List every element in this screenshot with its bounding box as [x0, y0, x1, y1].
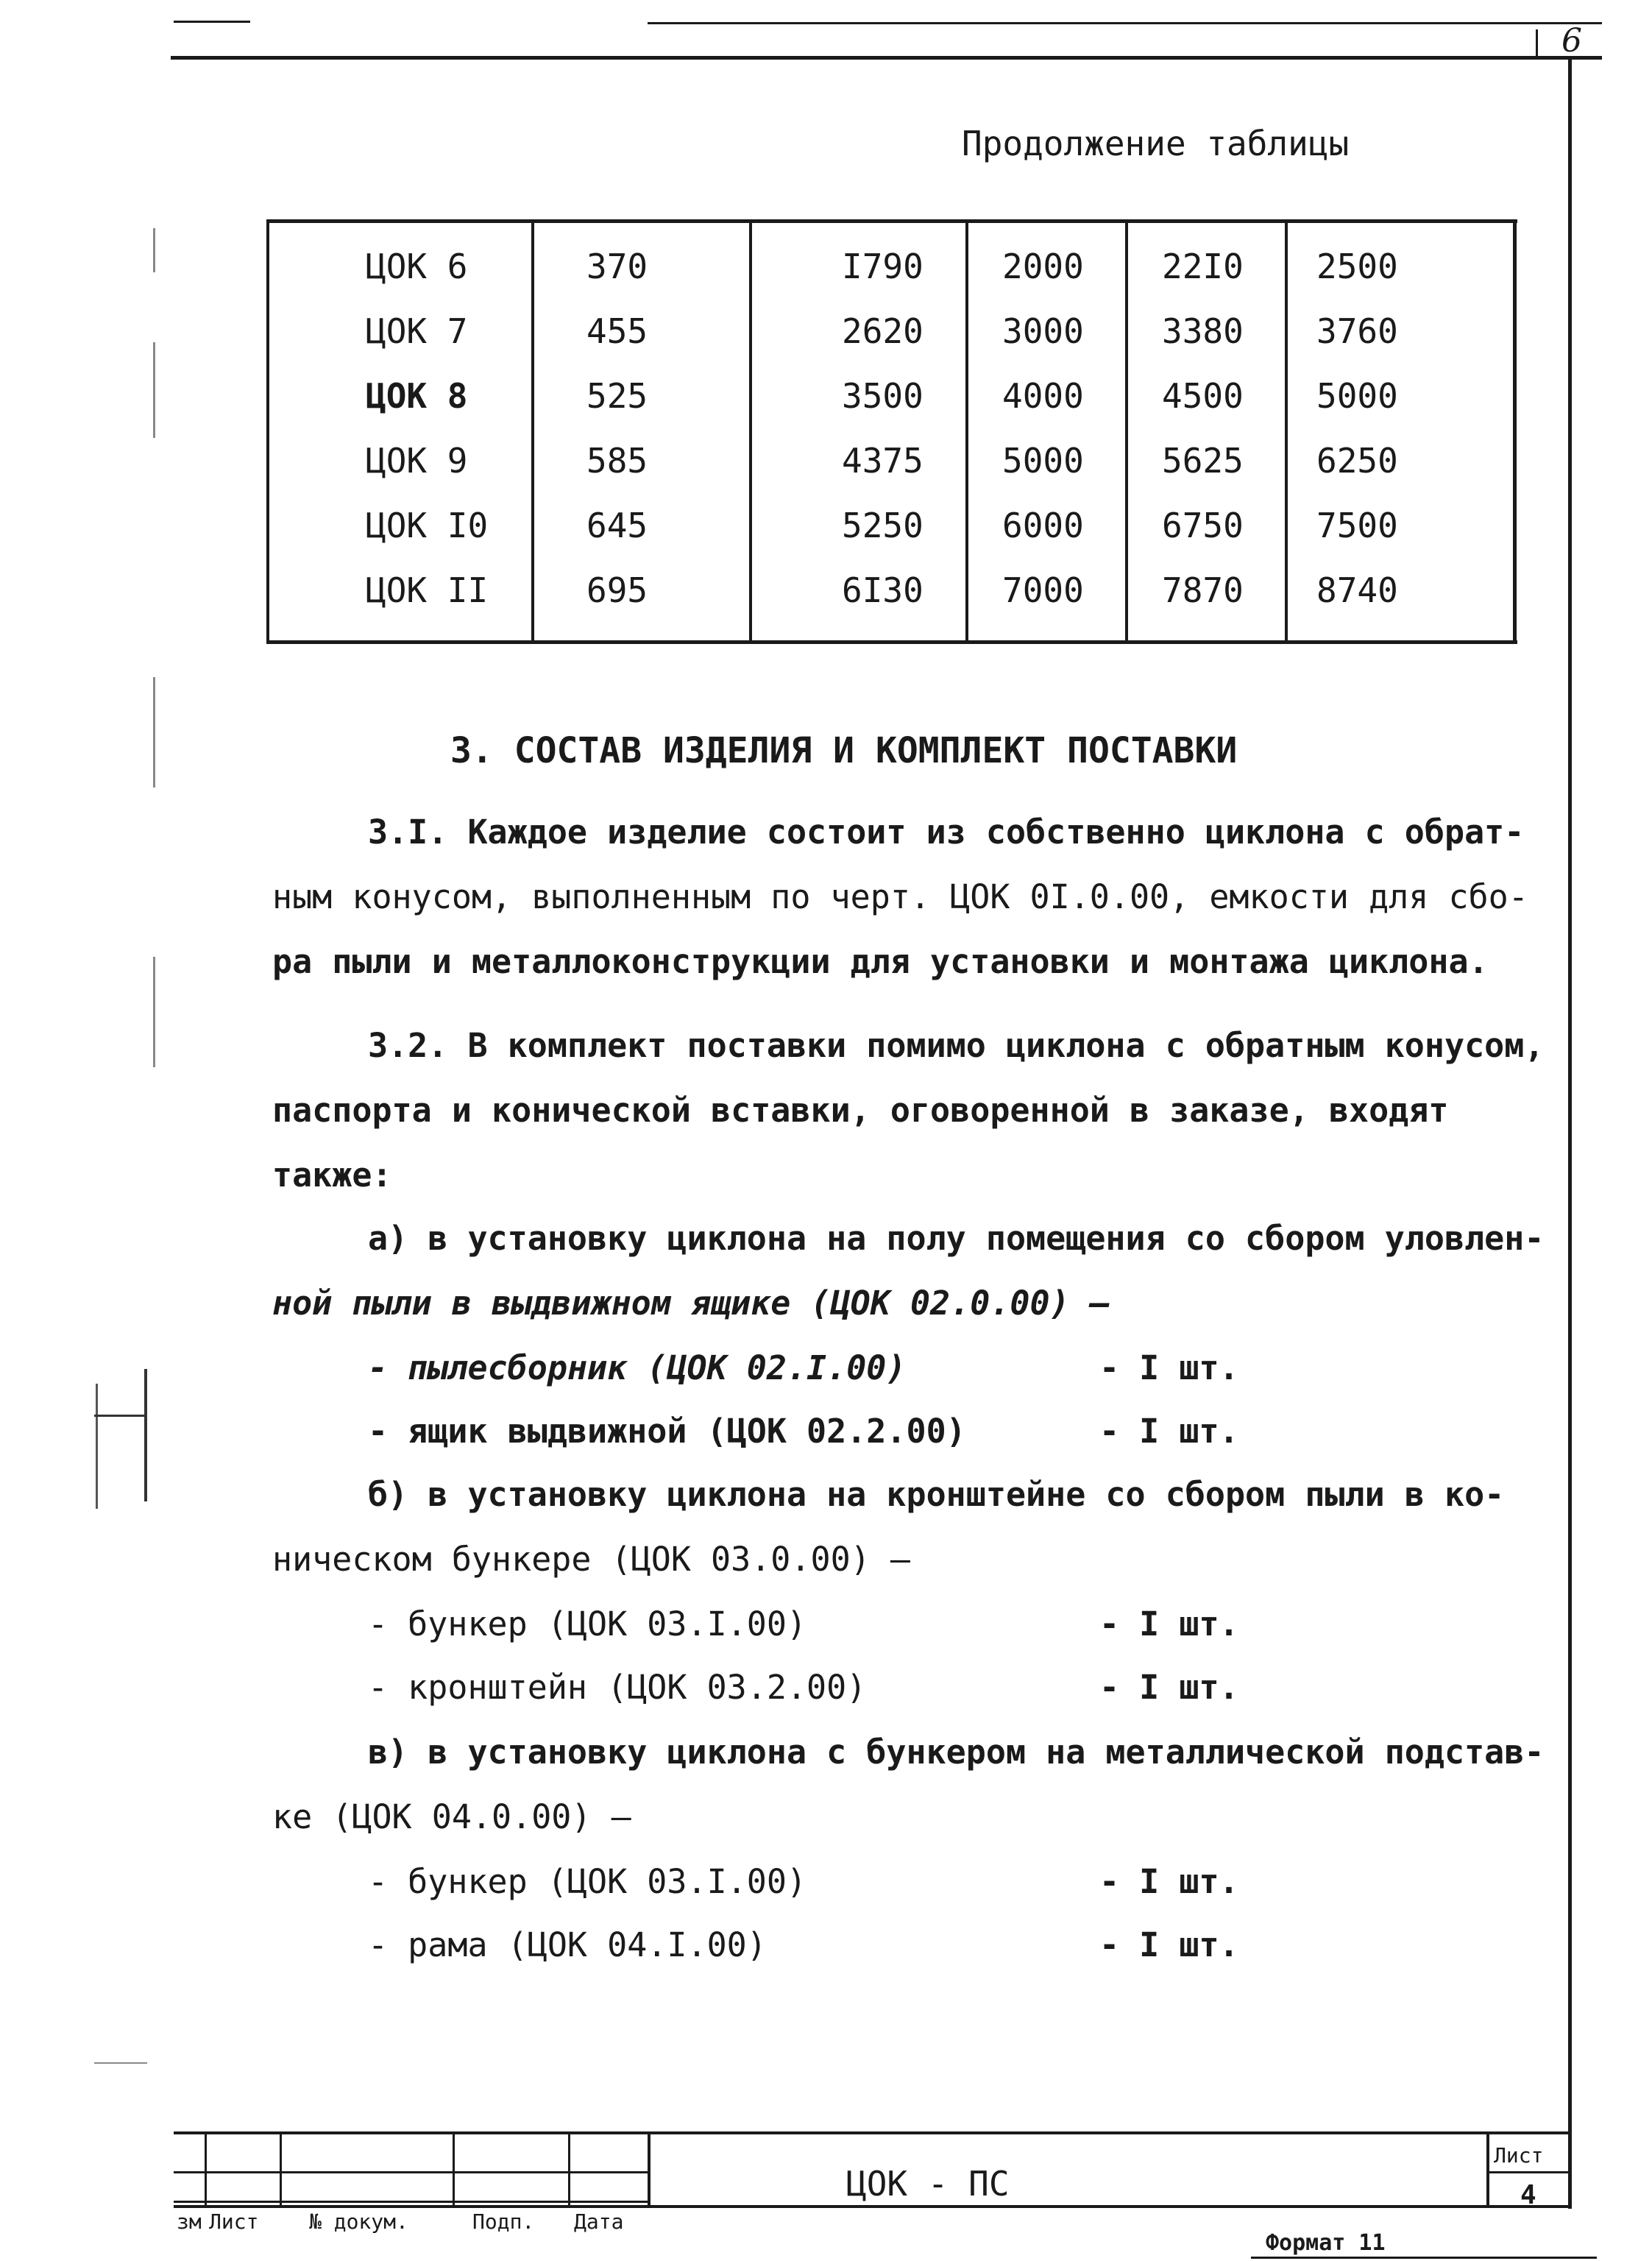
table-cell: 455 — [586, 311, 648, 351]
col-sign-label: Подп. — [472, 2209, 535, 2234]
title-block-divider — [280, 2131, 282, 2208]
table-cell: 585 — [586, 441, 648, 481]
title-block-top — [174, 2131, 1572, 2134]
item-b-part-qty: - I шт. — [1099, 1668, 1239, 1707]
item-b-line: ническом бункере (ЦОК 03.0.00) — — [272, 1540, 910, 1579]
left-margin-mark — [153, 957, 155, 1067]
title-block-row — [174, 2201, 648, 2203]
title-block-bottom — [174, 2205, 1572, 2208]
left-margin-mark — [153, 228, 155, 272]
table-row — [266, 558, 1517, 623]
item-a-part-qty: - I шт. — [1099, 1348, 1239, 1387]
table-cell: 6250 — [1316, 441, 1398, 481]
table-row — [266, 234, 1517, 299]
col-izm-label: зм — [177, 2209, 202, 2234]
format-underline — [1251, 2257, 1597, 2259]
item-a-line: ной пыли в выдвижном ящике (ЦОК 02.0.00) — — [272, 1284, 1110, 1323]
item-b-line: б) в установку циклона на кронштейне со сбором пыли в ко- — [368, 1475, 1505, 1514]
table-cell: 7870 — [1162, 570, 1244, 610]
item-a-part-qty: - I шт. — [1099, 1412, 1239, 1451]
format-label: Формат 11 — [1266, 2230, 1386, 2256]
table-cell: ЦОК II — [366, 570, 489, 610]
table-bottom-border — [266, 640, 1517, 644]
table-cell: ЦОК 7 — [366, 311, 468, 351]
table-row — [266, 299, 1517, 364]
table-cell: 3760 — [1316, 311, 1398, 351]
left-margin-mark — [153, 677, 155, 788]
table-cell: 8740 — [1316, 570, 1398, 610]
table-cell: I790 — [842, 247, 924, 286]
paragraph-3-1-line: ным конусом, выполненным по черт. ЦОК 0I.0.00, емкости для сбо- — [272, 877, 1528, 916]
item-c-line: ке (ЦОК 04.0.00) — — [272, 1797, 631, 1836]
title-block-divider — [453, 2131, 455, 2208]
table-cell: 3500 — [842, 376, 924, 416]
table-cell: 5625 — [1162, 441, 1244, 481]
table-cell: ЦОК 6 — [366, 247, 468, 286]
title-block-divider — [648, 2131, 650, 2208]
table-cell: 5250 — [842, 506, 924, 545]
table-cell: 4500 — [1162, 376, 1244, 416]
col-date-label: Дата — [574, 2209, 624, 2234]
table-row — [266, 493, 1517, 558]
item-a-part-name: - пылесборник (ЦОК 02.I.00) — [368, 1348, 907, 1387]
table-caption: Продолжение таблицы — [962, 124, 1350, 163]
title-block-divider — [1486, 2131, 1489, 2208]
table-cell: 2500 — [1316, 247, 1398, 286]
item-c-line: в) в установку циклона с бункером на металлической подстав- — [368, 1733, 1545, 1772]
item-c-part-name: - бункер (ЦОК 03.I.00) — [368, 1862, 807, 1901]
title-block-row — [174, 2171, 648, 2173]
col-doc-label: № докум. — [309, 2209, 408, 2234]
table-cell: 6750 — [1162, 506, 1244, 545]
table-cell: ЦОК 8 — [366, 376, 468, 416]
table-cell: 3380 — [1162, 311, 1244, 351]
top-left-stub — [174, 21, 250, 23]
item-b-part-qty: - I шт. — [1099, 1604, 1239, 1643]
item-c-part-qty: - I шт. — [1099, 1925, 1239, 1964]
top-border — [171, 56, 1602, 60]
left-margin-mark — [153, 342, 155, 438]
table-cell: 6I30 — [842, 570, 924, 610]
item-a-line: а) в установку циклона на полу помещения со сбором уловлен- — [368, 1219, 1545, 1258]
paragraph-3-1-line: ра пыли и металлоконструкции для установки и монтажа циклона. — [272, 942, 1489, 981]
paragraph-3-1-line: 3.I. Каждое изделие состоит из собственно циклона с обрат- — [368, 813, 1525, 852]
item-c-part-qty: - I шт. — [1099, 1862, 1239, 1901]
table-row — [266, 364, 1517, 428]
title-block-divider — [568, 2131, 570, 2208]
item-c-part-name: - рама (ЦОК 04.I.00) — [368, 1925, 767, 1964]
table-cell: 370 — [586, 247, 648, 286]
table-cell: 645 — [586, 506, 648, 545]
table-cell: 7500 — [1316, 506, 1398, 545]
table-cell: 6000 — [1002, 506, 1084, 545]
table-cell: 4375 — [842, 441, 924, 481]
table-cell: 5000 — [1316, 376, 1398, 416]
top-right-stub — [648, 22, 1602, 24]
item-b-part-name: - бункер (ЦОК 03.I.00) — [368, 1604, 807, 1643]
table-cell: 525 — [586, 376, 648, 416]
table-row — [266, 428, 1517, 493]
page-number-mark: 6 — [1561, 22, 1582, 60]
dimensions-table — [266, 219, 1517, 645]
table-cell: 4000 — [1002, 376, 1084, 416]
table-cell: 5000 — [1002, 441, 1084, 481]
document-designation: ЦОК - ПС — [846, 2164, 1010, 2204]
paragraph-3-2-line: также: — [272, 1156, 392, 1195]
table-top-border — [266, 219, 1517, 223]
table-cell: 695 — [586, 570, 648, 610]
section-title: 3. СОСТАВ ИЗДЕЛИЯ И КОМПЛЕКТ ПОСТАВКИ — [450, 730, 1238, 771]
left-margin-mark — [94, 2062, 147, 2064]
item-b-part-name: - кронштейн (ЦОК 03.2.00) — [368, 1668, 867, 1707]
sheet-label: Лист — [1494, 2143, 1544, 2168]
title-block-row — [1486, 2171, 1572, 2173]
left-margin-mark — [96, 1384, 98, 1509]
table-cell: 2620 — [842, 311, 924, 351]
table-cell: 22I0 — [1162, 247, 1244, 286]
table-cell: ЦОК 9 — [366, 441, 468, 481]
page-number-box-left — [1536, 29, 1538, 59]
paragraph-3-2-line: паспорта и конической вставки, оговоренной в заказе, входят — [272, 1091, 1449, 1130]
title-block-divider — [205, 2131, 207, 2208]
left-margin-mark — [94, 1415, 147, 1417]
left-margin-mark — [144, 1369, 147, 1501]
table-cell: 2000 — [1002, 247, 1084, 286]
right-border — [1568, 56, 1572, 2209]
paragraph-3-2-line: 3.2. В комплект поставки помимо циклона с обратным конусом, — [368, 1026, 1545, 1065]
table-cell: 3000 — [1002, 311, 1084, 351]
col-list-label: Лист — [209, 2209, 259, 2234]
item-a-part-name: - ящик выдвижной (ЦОК 02.2.00) — [368, 1412, 966, 1451]
table-cell: ЦОК I0 — [366, 506, 489, 545]
table-cell: 7000 — [1002, 570, 1084, 610]
sheet-number: 4 — [1520, 2180, 1536, 2210]
